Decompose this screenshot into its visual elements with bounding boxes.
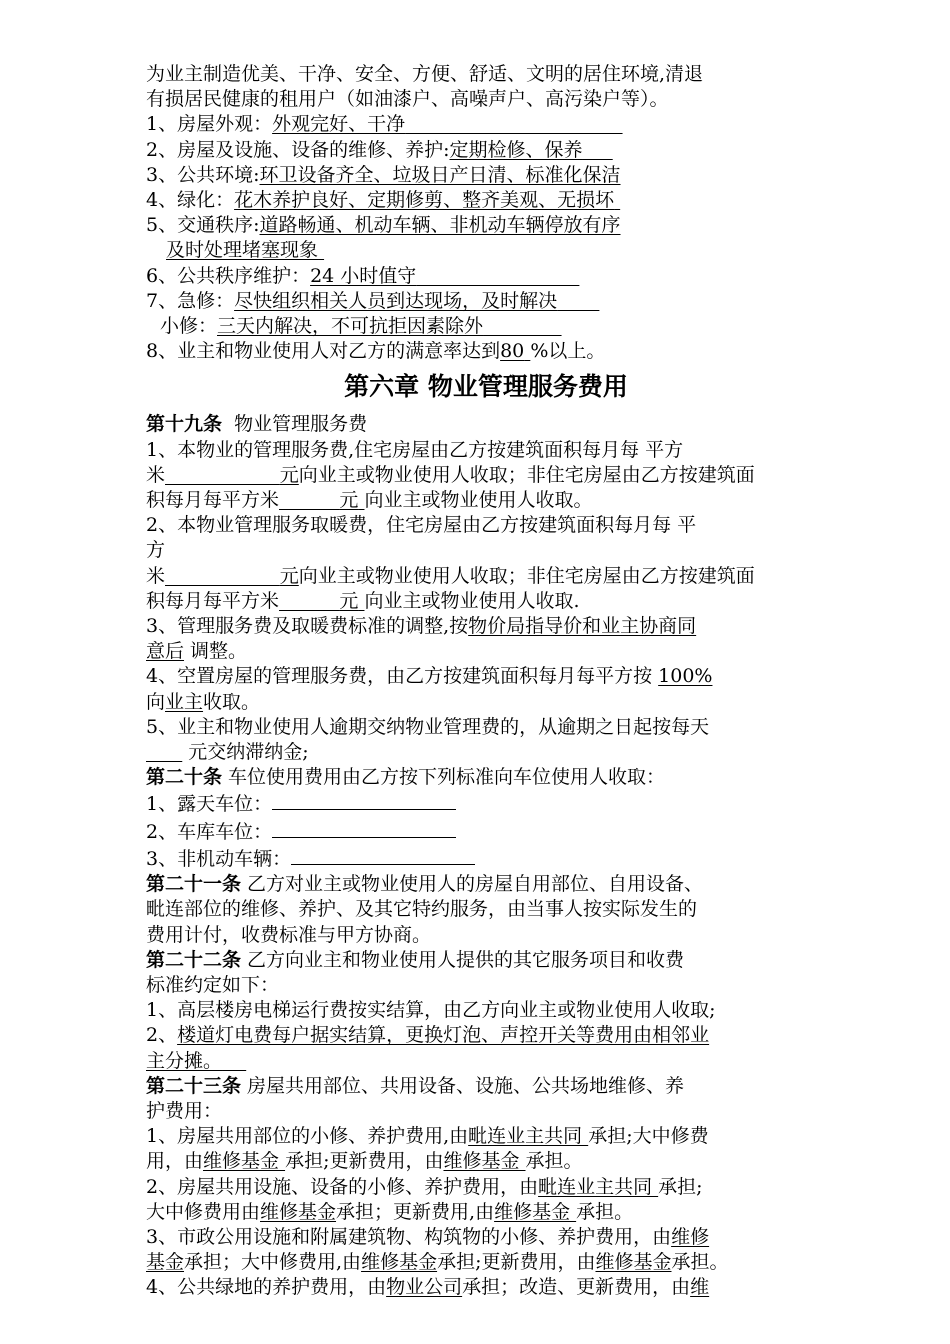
article-line: 4、空置房屋的管理服务费，由乙方按建筑面积每月每平方按 100% [146, 665, 713, 688]
article-line: 4、公共绿地的养护费用，由物业公司承担；改造、更新费用，由维 [146, 1276, 710, 1299]
fill-blank [272, 818, 456, 838]
article-line: 毗连部位的维修、养护、及其它特约服务，由当事人按实际发生的 [146, 898, 698, 921]
article-heading: 第二十条 车位使用费用由乙方按下列标准向车位使用人收取： [146, 766, 666, 789]
article-line: 方 [146, 539, 166, 562]
article-line: 护费用： [146, 1099, 223, 1122]
fill-blank [272, 790, 456, 810]
article-line: 1、高层楼房电梯运行费按实结算，由乙方向业主或物业使用人收取; [146, 999, 716, 1022]
standard-item: 2、房屋及设施、设备的维修、养护:定期检修、保养 [146, 138, 583, 161]
article-line: 3、市政公用设施和附属建筑物、构筑物的小修、养护费用，由维修 [146, 1225, 710, 1248]
article-line: 米 元向业主或物业使用人收取；非住宅房屋由乙方按建筑面 [146, 564, 755, 587]
article-line: 大中修费用由维修基金承担；更新费用,由维修基金 承担。 [146, 1200, 634, 1223]
article-line: 2、本物业管理服务取暖费，住宅房屋由乙方按建筑面积每月每 平 [146, 514, 697, 537]
article-heading: 第二十二条 乙方向业主和物业使用人提供的其它服务项目和收费 [146, 948, 685, 971]
standard-item-continued: 及时处理堵塞现象 [166, 239, 319, 262]
article-line: 积每月每平方米 元 向业主或物业使用人收取. [146, 589, 580, 612]
standard-item: 8、业主和物业使用人对乙方的满意率达到80 %以上。 [146, 340, 606, 363]
article-line: 2、楼道灯电费每户据实结算，更换灯泡、声控开关等费用由相邻业 [146, 1024, 710, 1047]
article-line: 费用计付，收费标准与甲方协商。 [146, 923, 432, 946]
parking-item: 3、非机动车辆： [146, 845, 826, 872]
article-line: 向业主收取。 [146, 690, 261, 713]
article-line: 标准约定如下： [146, 973, 280, 996]
article-line: 用，由维修基金 承担;更新费用，由维修基金 承担。 [146, 1150, 583, 1173]
fill-blank [291, 845, 475, 865]
article-line: 元交纳滞纳金; [182, 741, 309, 764]
standard-item: 7、急修：尽快组织相关人员到达现场，及时解决 [146, 289, 558, 312]
article-line: 米 元向业主或物业使用人收取；非住宅房屋由乙方按建筑面 [146, 463, 755, 486]
chapter-title: 第六章 物业管理服务费用 [344, 372, 628, 402]
article-heading: 第二十一条 乙方对业主或物业使用人的房屋自用部位、自用设备、 [146, 873, 704, 896]
standard-item: 5、交通秩序:道路畅通、机动车辆、非机动车辆停放有序 [146, 214, 621, 237]
article-line: 2、房屋共用设施、设备的小修、养护费用，由毗连业主共同 承担; [146, 1175, 703, 1198]
article-line: 积每月每平方米 元 向业主或物业使用人收取。 [146, 489, 593, 512]
article-heading: 第二十三条 房屋共用部位、共用设备、设施、公共场地维修、养 [146, 1074, 685, 1097]
standard-item: 3、公共环境:环卫设备齐全、垃圾日产日清、标准化保洁 [146, 163, 621, 186]
standard-item: 1、房屋外观：外观完好、干净 [146, 113, 406, 136]
article-line: 主分摊。 [146, 1049, 223, 1072]
parking-item: 2、车库车位： [146, 818, 826, 845]
article-line: 1、本物业的管理服务费,住宅房屋由乙方按建筑面积每月每 平方 [146, 438, 684, 461]
article-heading: 第十九条 物业管理服务费 [146, 413, 368, 436]
article-line: 基金承担；大中修费用,由维修基金承担;更新费用，由维修基金承担。 [146, 1251, 729, 1274]
standard-item: 小修：三天内解决，不可抗拒因素除外 [160, 315, 484, 338]
document-page [146, 62, 826, 1301]
intro-line: 为业主制造优美、干净、安全、方便、舒适、文明的居住环境,清退 [146, 63, 704, 85]
article-line: 3、管理服务费及取暖费标准的调整,按物价局指导价和业主协商同 [146, 615, 697, 638]
parking-item: 1、露天车位： [146, 790, 826, 817]
article-line: 意后 调整。 [146, 640, 248, 663]
standard-item: 4、绿化：花木养护良好、定期修剪、整齐美观、无损坏 [146, 189, 615, 212]
standard-item: 6、公共秩序维护：24 小时值守 [146, 264, 417, 287]
intro-line: 有损居民健康的租用户（如油漆户、高噪声户、高污染户等）。 [146, 88, 669, 111]
article-line: 1、房屋共用部位的小修、养护费用,由毗连业主共同 承担;大中修费 [146, 1125, 709, 1148]
article-line: 5、业主和物业使用人逾期交纳物业管理费的，从逾期之日起按每天 [146, 715, 710, 738]
